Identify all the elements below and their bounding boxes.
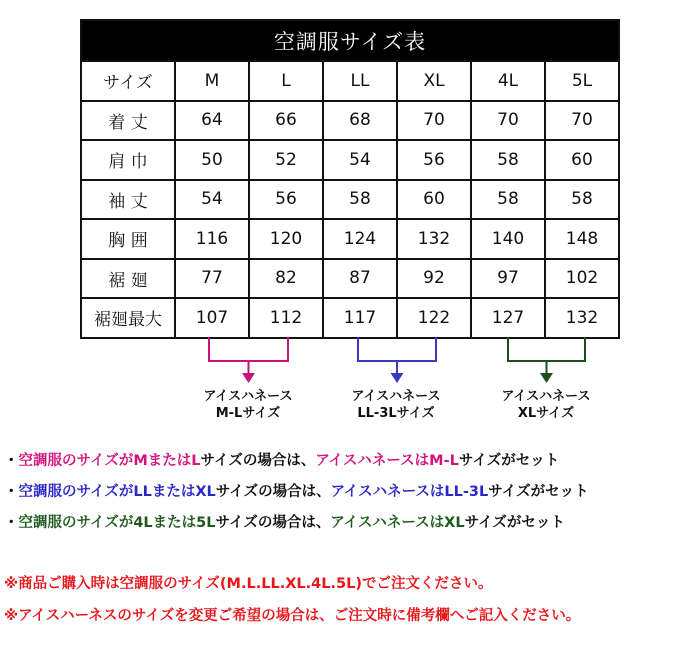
- table-cell: 58: [323, 180, 397, 220]
- harness-size: LL-3Lサイズ: [357, 406, 435, 421]
- table-cell: 60: [397, 180, 471, 220]
- table-cell: 102: [545, 259, 619, 299]
- table-title-row: [81, 20, 619, 61]
- table-row: [81, 219, 619, 259]
- note-result: アイスハネースはLL-3L: [330, 484, 489, 500]
- note-text: サイズがセット: [464, 515, 565, 531]
- header-cell: L: [249, 61, 323, 101]
- table-cell: 117: [323, 298, 397, 338]
- red-note-2: ※アイスハーネスのサイズを変更ご希望の場合は、ご注文時に備考欄へご記入ください。: [4, 608, 581, 624]
- table-cell: 70: [545, 101, 619, 141]
- table-cell: 112: [249, 298, 323, 338]
- note-text: サイズの場合は、: [215, 484, 331, 500]
- note-condition: 空調服のサイズがMまたはL: [18, 453, 201, 469]
- table-cell: 52: [249, 140, 323, 180]
- table-row: [81, 298, 619, 338]
- harness-name: アイスハネース: [203, 389, 293, 404]
- harness-size: M-Lサイズ: [215, 406, 281, 421]
- table-cell: 92: [397, 259, 471, 299]
- note-line-1: [4, 451, 559, 471]
- bracket-xl: [500, 337, 600, 387]
- table-cell: 122: [397, 298, 471, 338]
- table-cell: 116: [175, 219, 249, 259]
- table-cell: 120: [249, 219, 323, 259]
- table-cell: 56: [397, 140, 471, 180]
- header-cell: サイズ: [81, 61, 175, 101]
- header-cell: M: [175, 61, 249, 101]
- table-cell: 58: [471, 180, 545, 220]
- note-result: アイスハネースはM-L: [315, 453, 459, 469]
- row-label: 裾廻最大: [81, 298, 175, 338]
- row-label: 胸 囲: [81, 219, 175, 259]
- size-table: [80, 19, 620, 339]
- table-cell: 68: [323, 101, 397, 141]
- table-cell: 132: [397, 219, 471, 259]
- table-cell: 56: [249, 180, 323, 220]
- table-cell: 60: [545, 140, 619, 180]
- harness-name: アイスハネース: [501, 389, 591, 404]
- bracket-m-l: [200, 337, 300, 387]
- bullet: ・: [4, 453, 19, 469]
- bracket-ll-3l: [350, 337, 450, 387]
- table-cell: 127: [471, 298, 545, 338]
- table-cell: 58: [471, 140, 545, 180]
- note-result: アイスハネースはXL: [330, 515, 465, 531]
- table-cell: 148: [545, 219, 619, 259]
- note-line-2: [4, 482, 589, 502]
- header-cell: 5L: [545, 61, 619, 101]
- table-cell: 97: [471, 259, 545, 299]
- row-label: 袖 丈: [81, 180, 175, 220]
- note-condition: 空調服のサイズが4Lまたは5L: [18, 515, 216, 531]
- note-text: サイズがセット: [488, 484, 589, 500]
- row-label: 裾 廻: [81, 259, 175, 299]
- harness-size: XLサイズ: [517, 406, 575, 421]
- row-label: 着 丈: [81, 101, 175, 141]
- bullet: ・: [4, 515, 19, 531]
- table-cell: 54: [323, 140, 397, 180]
- table-cell: 54: [175, 180, 249, 220]
- table-row: [81, 259, 619, 299]
- table-cell: 87: [323, 259, 397, 299]
- harness-label-xl: [481, 388, 611, 422]
- note-condition: 空調服のサイズがLLまたはXL: [18, 484, 216, 500]
- table-row: [81, 140, 619, 180]
- table-row: [81, 180, 619, 220]
- harness-name: アイスハネース: [351, 389, 441, 404]
- table-cell: 124: [323, 219, 397, 259]
- note-line-3: [4, 513, 565, 533]
- bullet: ・: [4, 484, 19, 500]
- table-cell: 140: [471, 219, 545, 259]
- table-cell: 77: [175, 259, 249, 299]
- table-cell: 70: [397, 101, 471, 141]
- table-cell: 107: [175, 298, 249, 338]
- note-text: サイズがセット: [458, 453, 560, 469]
- row-label: 肩 巾: [81, 140, 175, 180]
- header-cell: LL: [323, 61, 397, 101]
- note-text: サイズの場合は、: [215, 515, 331, 531]
- table-header-row: [81, 61, 619, 101]
- table-cell: 82: [249, 259, 323, 299]
- table-cell: 50: [175, 140, 249, 180]
- harness-label-ll-3l: [331, 388, 461, 422]
- harness-label-m-l: [183, 388, 313, 422]
- red-note-1: ※商品ご購入時は空調服のサイズ(M.L.LL.XL.4L.5L)でご注文ください。: [4, 576, 493, 592]
- table-title: 空調服サイズ表: [81, 20, 619, 61]
- header-cell: 4L: [471, 61, 545, 101]
- table-cell: 64: [175, 101, 249, 141]
- table-row: [81, 101, 619, 141]
- header-cell: XL: [397, 61, 471, 101]
- table-cell: 132: [545, 298, 619, 338]
- table-cell: 66: [249, 101, 323, 141]
- table-cell: 58: [545, 180, 619, 220]
- table-cell: 70: [471, 101, 545, 141]
- note-text: サイズの場合は、: [200, 453, 316, 469]
